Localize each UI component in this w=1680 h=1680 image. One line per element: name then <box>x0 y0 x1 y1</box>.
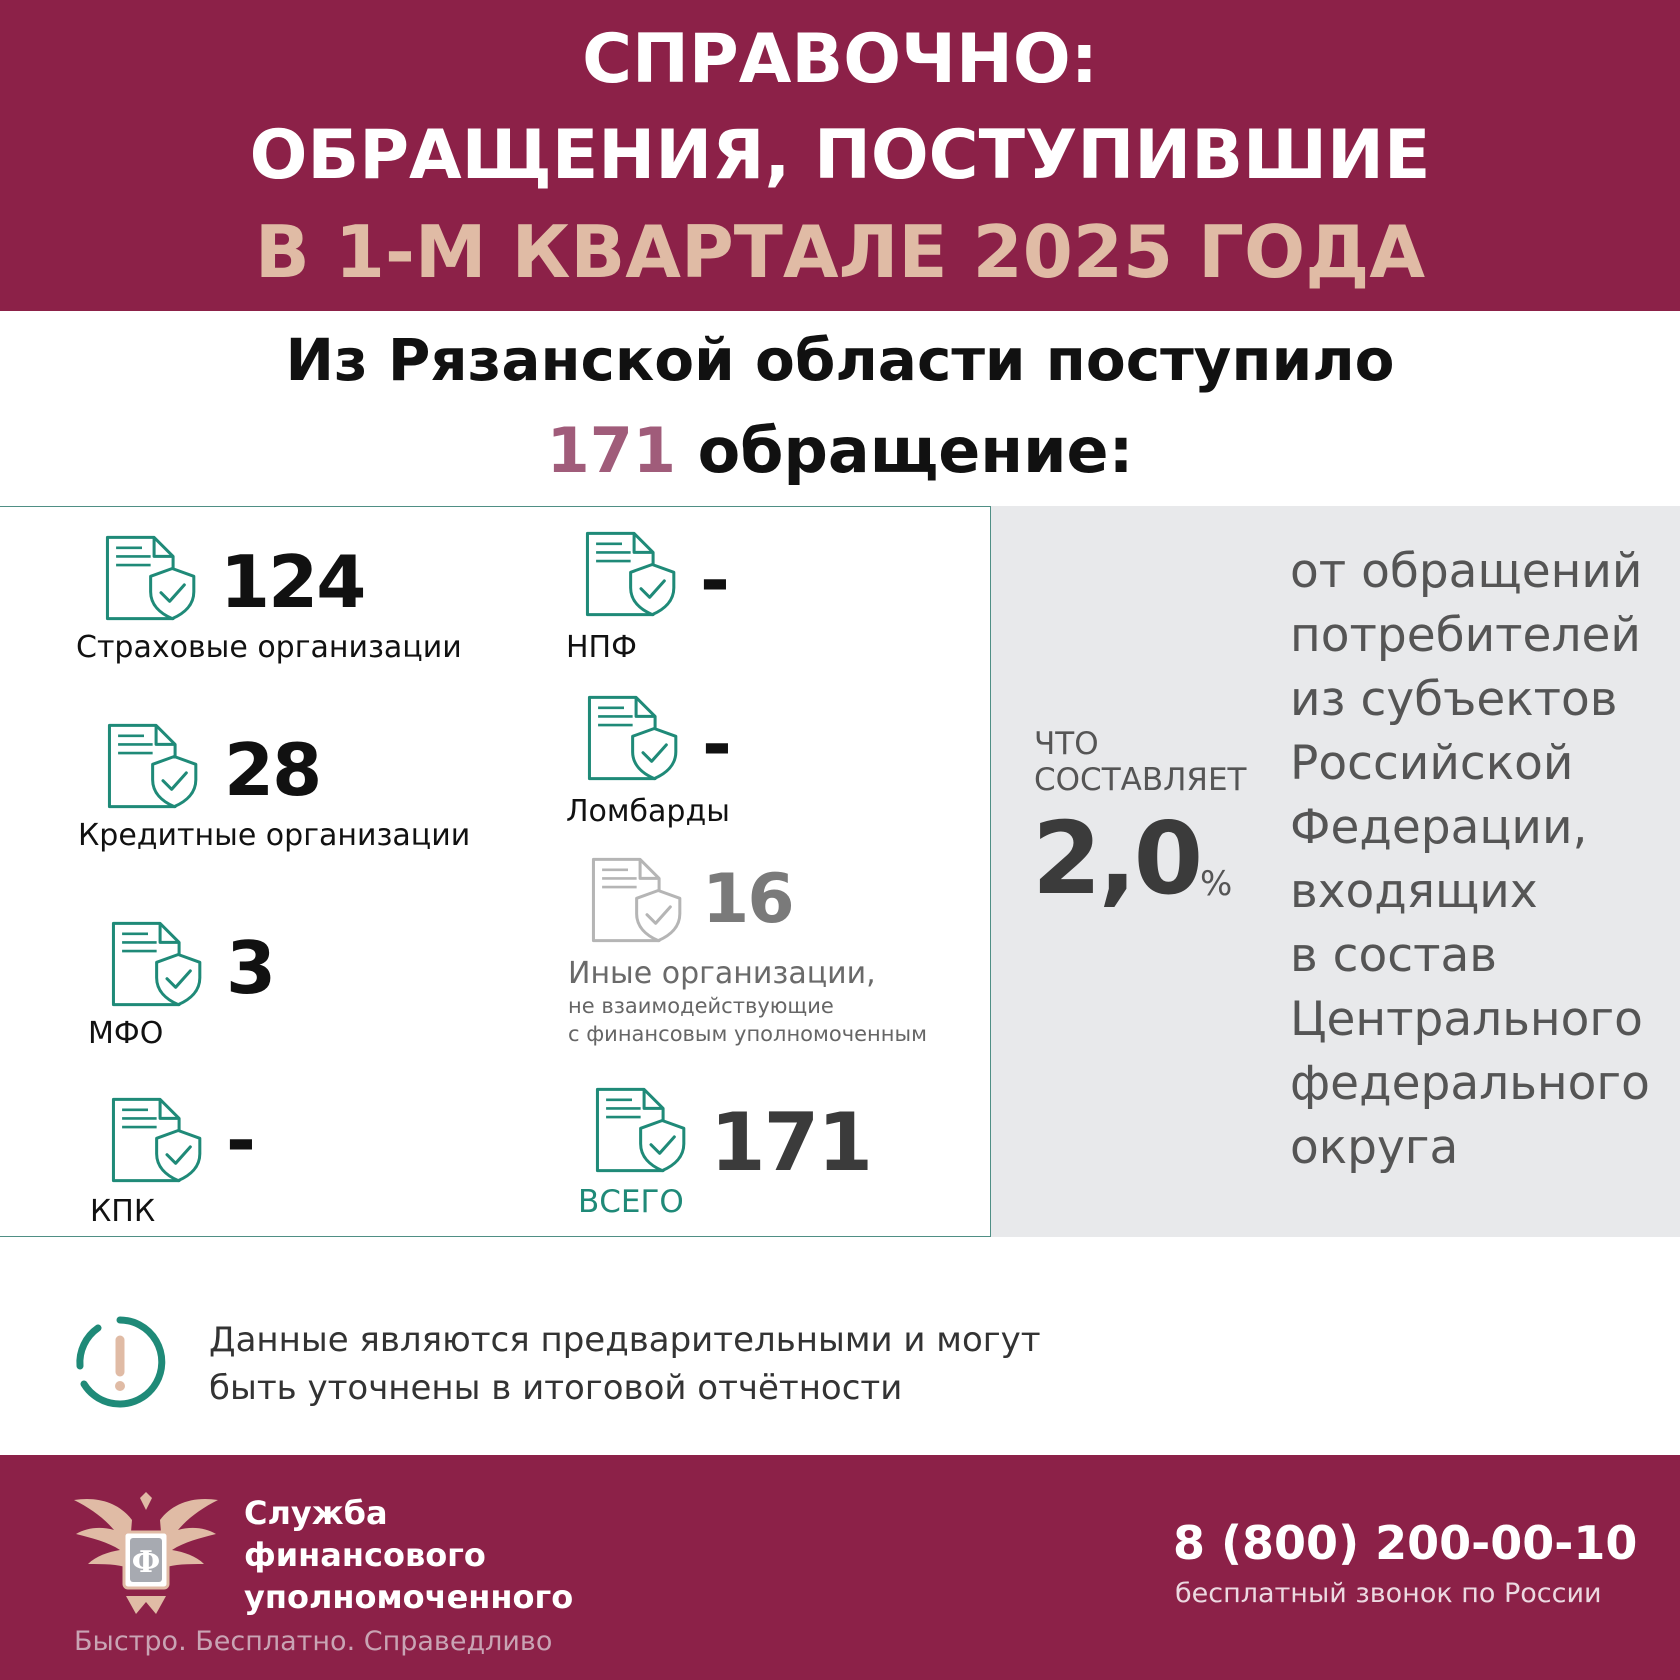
kpk-count: - <box>226 1098 254 1182</box>
insurance-count: 124 <box>220 540 365 624</box>
notice-line-1: Данные являются предварительными и могут <box>209 1320 1041 1360</box>
document-shield-icon <box>110 914 205 1014</box>
share-caption-line-2: СОСТАВЛЯЕТ <box>1034 762 1247 798</box>
share-text-line: Федерации, <box>1290 800 1588 855</box>
title-line-2: ОБРАЩЕНИЯ, ПОСТУПИВШИЕ <box>249 116 1431 195</box>
share-value: 2,0 <box>1032 800 1201 917</box>
org-name-line-2: финансового <box>244 1536 486 1574</box>
share-text-line: Российской <box>1290 736 1574 791</box>
credit-label: Кредитные организации <box>78 818 471 853</box>
share-text-line: входящих <box>1290 864 1538 919</box>
org-name <box>244 1492 573 1618</box>
npf-count: - <box>700 538 728 622</box>
header-banner <box>0 0 1680 311</box>
org-name-line-3: уполномоченного <box>244 1578 574 1616</box>
document-shield-icon <box>586 688 681 788</box>
notice-text <box>209 1316 1041 1412</box>
subheading-line-2 <box>0 414 1680 487</box>
notice-line-2: быть уточнены в итоговой отчётности <box>209 1368 903 1408</box>
warning-icon <box>72 1314 168 1410</box>
other-note-1: не взаимодействующие <box>568 994 834 1018</box>
title-line-1: СПРАВОЧНО: <box>582 20 1098 99</box>
subheading-total: 171 <box>546 414 676 487</box>
share-text-line: округа <box>1290 1120 1459 1175</box>
share-text-line: потребителей <box>1290 608 1641 663</box>
other-count: 16 <box>702 860 793 939</box>
npf-label: НПФ <box>566 630 637 665</box>
pawnshops-label: Ломбарды <box>566 794 730 829</box>
mfo-label: МФО <box>88 1016 164 1051</box>
title-line-3: В 1-М КВАРТАЛЕ 2025 ГОДА <box>254 210 1426 294</box>
share-caption <box>1034 726 1246 798</box>
insurance-label: Страховые организации <box>76 630 462 665</box>
eagle-emblem-icon <box>70 1490 222 1620</box>
hotline-note: бесплатный звонок по России <box>1175 1578 1602 1609</box>
mfo-count: 3 <box>226 926 275 1010</box>
share-text-line: от обращений <box>1290 544 1643 599</box>
credit-count: 28 <box>224 728 321 812</box>
document-shield-icon <box>106 716 201 816</box>
share-text-line: из субъектов <box>1290 672 1618 727</box>
other-label: Иные организации, <box>568 956 876 991</box>
slogan: Быстро. Бесплатно. Справедливо <box>74 1626 553 1657</box>
share-text-line: в состав <box>1290 928 1497 983</box>
svg-text:Ф: Ф <box>131 1545 161 1580</box>
share-unit: % <box>1200 864 1233 904</box>
share-caption-line-1: ЧТО <box>1034 726 1099 762</box>
document-shield-icon <box>584 524 679 624</box>
document-shield-icon <box>594 1080 689 1180</box>
share-description <box>1290 540 1670 1180</box>
total-count: 171 <box>710 1096 871 1189</box>
document-shield-icon <box>590 850 685 950</box>
other-note-2: с финансовым уполномоченным <box>568 1022 927 1046</box>
subheading-suffix: обращение: <box>676 414 1134 487</box>
kpk-label: КПК <box>90 1194 156 1229</box>
hotline-phone[interactable]: 8 (800) 200-00-10 <box>1173 1516 1638 1570</box>
share-text-line: федерального <box>1290 1056 1650 1111</box>
subheading-line-1: Из Рязанской области поступило <box>285 326 1395 394</box>
pawnshops-count: - <box>702 702 730 786</box>
org-name-line-1: Служба <box>244 1494 388 1532</box>
total-label: ВСЕГО <box>578 1184 684 1220</box>
document-shield-icon <box>110 1090 205 1190</box>
share-text-line: Центрального <box>1290 992 1643 1047</box>
document-shield-icon <box>104 528 199 628</box>
